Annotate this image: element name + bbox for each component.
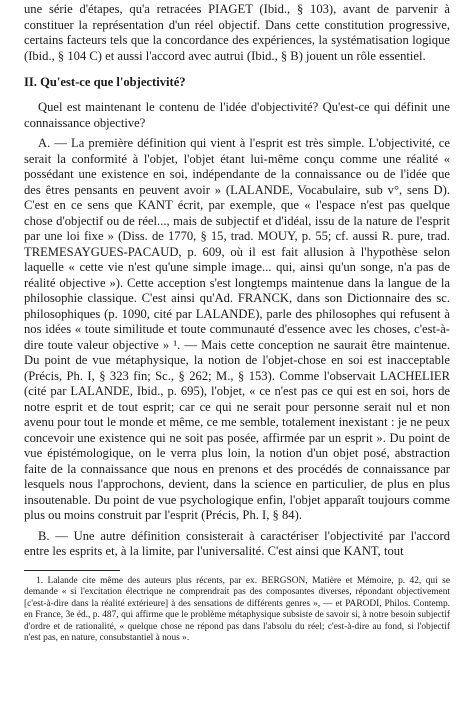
- section-heading: II. Qu'est-ce que l'objectivité?: [24, 75, 186, 89]
- footnote-divider: [24, 570, 120, 571]
- paragraph-a: A. — La première définition qui vient à l'esprit est très simple. L'objectivité, ce serait la conformité à l'objet, l'objet étant lui-même conçu comme une réalité « possédant une existence en soi, indépendante de la connaissance ou de l'idée que des êtres pensants en peuvent avoir » (LALANDE, Vocabulaire, sub v°, sens D). C'est en ce sens que KANT écrit, par exemple, que « l'espace n'est pas quelque chose d'objectif ou de réel..., mais de subjectif et d'idéal, issu de la nature de l'esprit par une loi fixe » (Diss. de 1770, § 15, trad. MOUY, p. 55; cf. aussi R. pure, trad. TREMESAYGUES-PACAUD, p. 609, où il est fait allusion à l'hypothèse selon laquelle « cette vie n'est qu'une simple image... qui, ainsi qu'un songe, n'a pas de réalité objective »). Cette acception s'est longtemps maintenue dans la langue de la philosophie classique. C'est ainsi qu'Ad. FRANCK, dans son Dictionnaire des sc. philosophiques (p. 1090, cité par LALANDE), parle des philosophes qui refusent à nos idées « toute similitude et toute communauté d'essence avec les choses, c'est-à-dire toute valeur objective » ¹. — Mais cette conception ne saurait être maintenue. Du point de vue métaphysique, la notion de l'objet-chose en soi est inacceptable (Précis, Ph. I, § 323 fin; Sc., § 262; M., § 153). Comme l'observait LACHELIER (cité par LALANDE, Ibid., p. 695), l'objet, « ce n'est pas ce qui est en soi, hors de notre esprit et de tout esprit; car ce qui ne serait pour personne serait nul et non avenu pour tout le monde et même, ce me semble, totalement inexistant : je ne peux concevoir une existence qui ne soit pas posée, affirmée par un esprit ». Du point de vue épistémologique, on le verra plus loin, la notion d'un objet posé, abstraction faite de la connaissance que nous en prenons et des procédés de connaissance par lesquels nous l'approchons, devient, dans la science en particulier, de plus en plus insoutenable. Du point de vue psychologique enfin, l'objet apparaît toujours comme plus ou moins construit par l'esprit (Précis, Ph. I, § 84).: [24, 136, 450, 522]
- intro-paragraph: Quel est maintenant le contenu de l'idée d'objectivité? Qu'est-ce qui définit une connaissance objective?: [24, 100, 450, 130]
- continuation-paragraph: une série d'étapes, qu'a retracées PIAGET (Ibid., § 103), avant de parvenir à constituer la représentation d'un réel objectif. Dans cette constitution progressive, certains facteurs tels que la concordance des expériences, la systématisation logique (Ibid., § 104 C) et aussi l'accord avec autrui (Ibid., § B) jouent un rôle essentiel.: [24, 2, 450, 63]
- paragraph-b: B. — Une autre définition consisterait à caractériser l'objectivité par l'accord entre les esprits et, à la limite, par l'universalité. C'est ainsi que KANT, tout: [24, 528, 450, 558]
- footnote: 1. Lalande cite même des auteurs plus récents, par ex. BERGSON, Matière et Mémoire, p. 42, qui se demande « si l'excitation électrique ne comprendrait pas des composantes diverses, répondant objectivement [c'est-à-dire dans la réalité extérieure] à des sensations de différents genres », — et PARODI, Philos. Contemp. en France, 3e éd., p. 487, qui affirme que le problème métaphysique subsiste de savoir si, à notre besoin subjectif d'ordre et de rationalité, « quelque chose ne répond pas dans l'absolu du réel; c'est-à-dire au fond, si l'objectif n'est pas, en nature, consubstantiel à nous ».: [24, 575, 450, 644]
